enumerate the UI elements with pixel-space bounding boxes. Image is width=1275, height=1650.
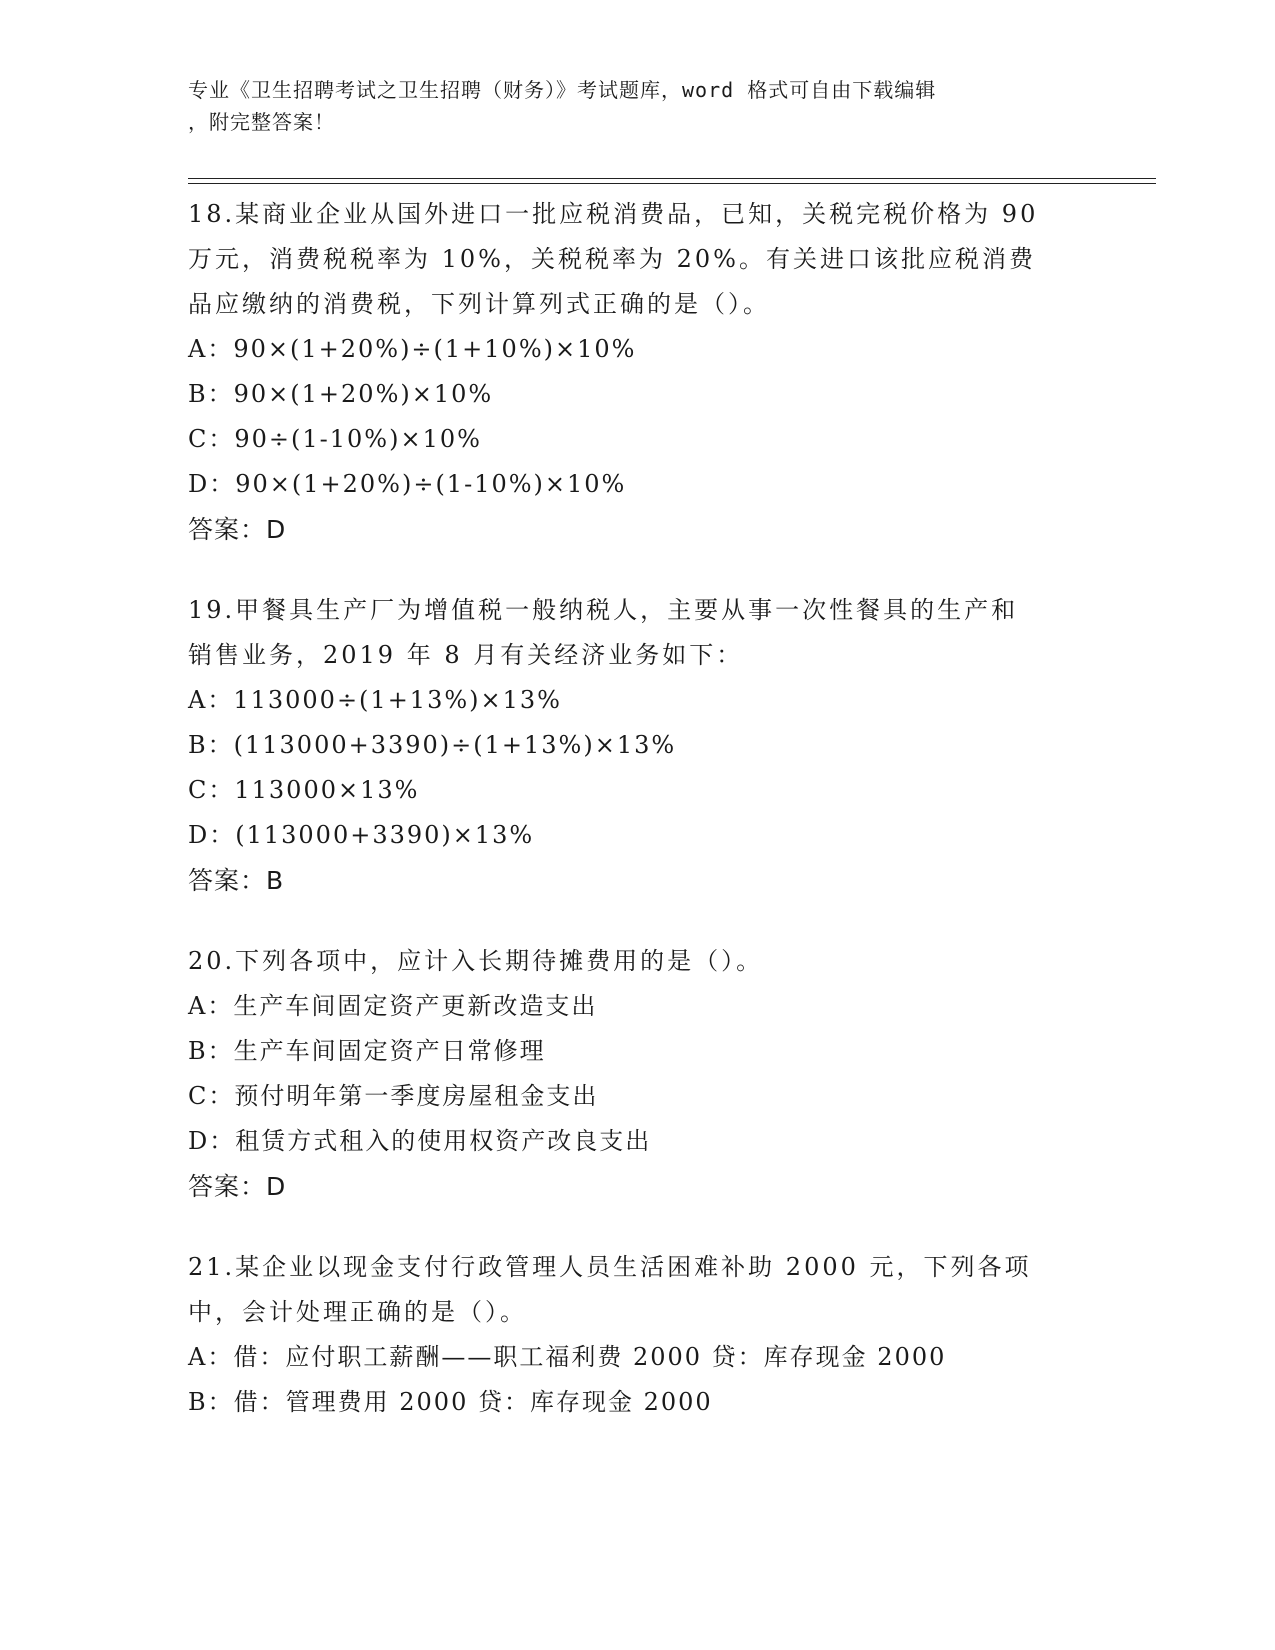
answer-label: 答案：D bbox=[188, 515, 287, 544]
question-18 bbox=[188, 192, 1088, 552]
question-stem-line: 万元，消费税税率为 10%，关税税率为 20%。有关进口该批应税消费 bbox=[188, 245, 1036, 273]
question-stem-line: 中，会计处理正确的是（）。 bbox=[188, 1298, 527, 1326]
header-divider-top bbox=[188, 178, 1156, 179]
option-b: B：90×(1+20%)×10% bbox=[188, 380, 494, 408]
question-stem-line: 20.下列各项中，应计入长期待摊费用的是（）。 bbox=[188, 947, 764, 975]
option-a: A：90×(1+20%)÷(1+10%)×10% bbox=[188, 335, 637, 363]
header-line-2: ，附完整答案！ bbox=[188, 110, 335, 134]
question-19 bbox=[188, 588, 1088, 903]
answer-label: 答案：D bbox=[188, 1172, 287, 1201]
question-21 bbox=[188, 1245, 1088, 1425]
option-a: A：113000÷(1+13%)×13% bbox=[188, 686, 562, 714]
option-d: D：90×(1+20%)÷(1-10%)×10% bbox=[188, 470, 627, 498]
question-stem-line: 19.甲餐具生产厂为增值税一般纳税人，主要从事一次性餐具的生产和 bbox=[188, 596, 1019, 624]
question-stem-line: 21.某企业以现金支付行政管理人员生活困难补助 2000 元，下列各项 bbox=[188, 1253, 1032, 1281]
option-c: C：90÷(1-10%)×10% bbox=[188, 425, 482, 453]
question-stem-line: 销售业务，2019 年 8 月有关经济业务如下： bbox=[188, 641, 744, 669]
option-b: B：生产车间固定资产日常修理 bbox=[188, 1037, 546, 1065]
option-d: D：租赁方式租入的使用权资产改良支出 bbox=[188, 1127, 652, 1155]
question-list bbox=[188, 192, 1088, 1461]
option-d: D：(113000+3390)×13% bbox=[188, 821, 535, 849]
option-c: C：113000×13% bbox=[188, 776, 420, 804]
option-a: A：生产车间固定资产更新改造支出 bbox=[188, 992, 598, 1020]
answer-label: 答案：B bbox=[188, 866, 285, 895]
option-c: C：预付明年第一季度房屋租金支出 bbox=[188, 1082, 599, 1110]
option-a: A：借：应付职工薪酬——职工福利费 2000 贷：库存现金 2000 bbox=[188, 1343, 947, 1371]
header-line-1: 专业《卫生招聘考试之卫生招聘（财务）》考试题库，word 格式可自由下载编辑 bbox=[188, 78, 937, 102]
option-b: B：(113000+3390)÷(1+13%)×13% bbox=[188, 731, 677, 759]
question-20 bbox=[188, 939, 1088, 1209]
document-header bbox=[188, 74, 1068, 138]
question-stem-line: 18.某商业企业从国外进口一批应税消费品，已知，关税完税价格为 90 bbox=[188, 200, 1039, 228]
question-stem-line: 品应缴纳的消费税，下列计算列式正确的是（）。 bbox=[188, 290, 770, 318]
header-divider-bottom bbox=[188, 183, 1156, 184]
option-b: B：借：管理费用 2000 贷：库存现金 2000 bbox=[188, 1388, 713, 1416]
